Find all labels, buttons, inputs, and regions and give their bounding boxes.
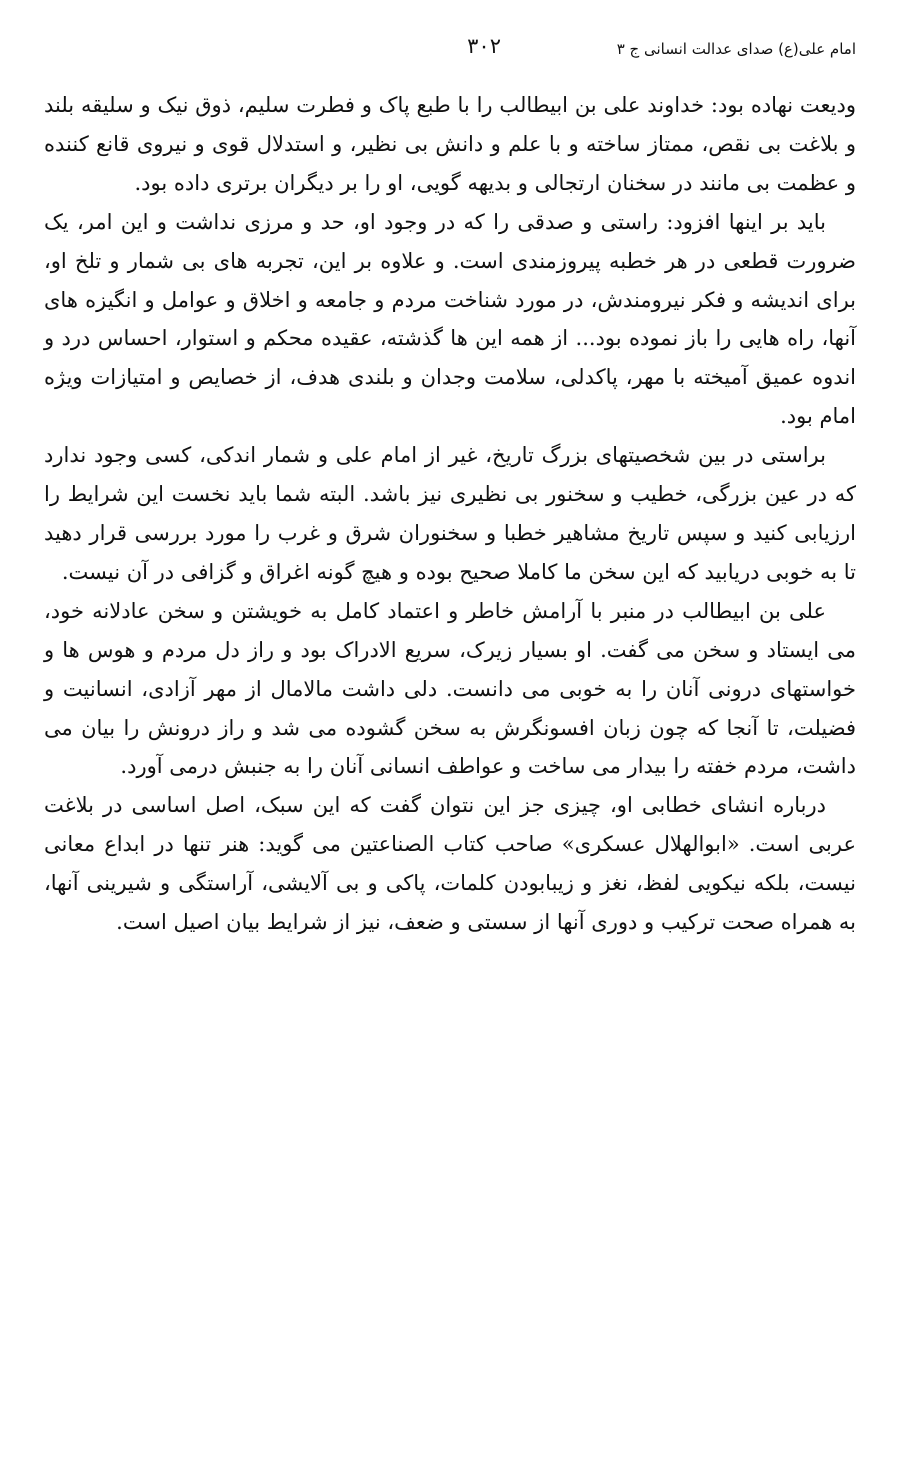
page-number: ۳۰۲ — [467, 34, 501, 58]
body-text — [44, 86, 856, 942]
page-header — [44, 34, 856, 70]
paragraph: براستی در بین شخصیتهای بزرگ تاریخ، غیر از امام علی و شمار اندکی، کسی وجود ندارد که در عین بزرگی، خطیب و سخنور بی نظیری نیز باشد. البته شما باید نخست این شرایط را ارزیابی کنید و سپس تاریخ مشاهیر خطبا و سخنوران شرق و غرب را مورد بررسی قرار دهید تا به خوبی دریابید که این سخن ما کاملا صحیح بوده و هیچ گونه اغراق و گزافی در آن نیست. — [44, 443, 856, 584]
running-title: امام علی(ع) صدای عدالت انسانی ج ۳ — [616, 40, 856, 58]
paragraph: علی بن ابیطالب در منبر با آرامش خاطر و اعتماد کامل به خویشتن و سخن عادلانه خود، می ایستاد و سخن می گفت. او بسیار زیرک، سریع الادراک بود و راز دل مردم و هوس ها و خواستهای درونی آنان را به خوبی می دانست. دلی داشت مالامال از مهر آزادی، انسانیت و فضیلت، تا آنجا که چون زبان افسونگرش به سخن گشوده می شد و راز درونش را بیان می داشت، مردم خفته را بیدار می ساخت و عواطف انسانی آنان را به جنبش درمی آورد. — [44, 598, 856, 779]
paragraph: باید بر اینها افزود: راستی و صدقی را که در وجود او، حد و مرزی نداشت و این امر، یک ضرورت قطعی در هر خطبه پیروزمندی است. و علاوه بر این، تجربه های بی شمار و تلخ او، برای اندیشه و فکر نیرومندش، در مورد شناخت مردم و جامعه و اخلاق و عوامل و انگیزه های آنها، راه هایی را باز نموده بود... از همه این ها گذشته، عقیده محکم و استوار، احساس درد و اندوه عمیق آمیخته با مهر، پاکدلی، سلامت وجدان و بلندی هدف، از خصایص و امتیازات ویژه امام بود. — [44, 209, 857, 429]
document-page — [44, 34, 856, 1454]
paragraph: ودیعت نهاده بود: خداوند علی بن ابیطالب را با طبع پاک و فطرت سلیم، ذوق نیک و سلیقه بلند و بلاغت بی نقص، ممتاز ساخته و با علم و دانش بی نظیر، و استدلال قوی و نیروی قانع کننده و عظمت بی مانند در سخنان ارتجالی و بدیهه گویی، او را بر دیگران برتری داده بود. — [44, 93, 856, 195]
paragraph: درباره انشای خطابی او، چیزی جز این نتوان گفت که این سبک، اصل اساسی در بلاغت عربی است. «ابوالهلال عسکری» صاحب کتاب الصناعتین می گوید: هنر تنها در ابداع معانی نیست، بلکه نیکویی لفظ، نغز و زیبابودن کلمات، پاکی و بی آلایشی، آراستگی و شیرینی آنها، به همراه صحت ترکیب و دوری آنها از سستی و ضعف، نیز از شرایط بیان اصیل است. — [44, 793, 856, 935]
